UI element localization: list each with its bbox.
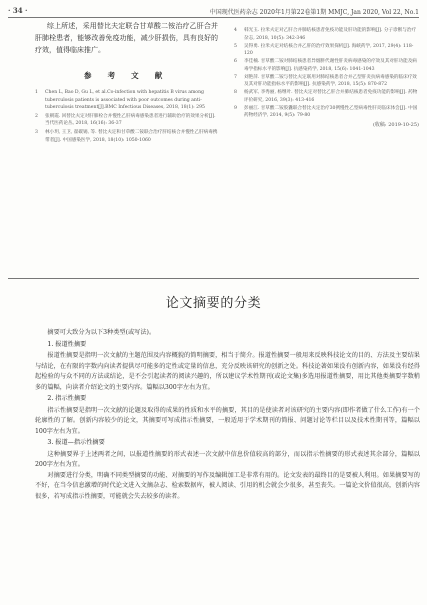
- journal-info: 中国现代医药杂志 2020年1月第22卷第1期 MMJC, Jan 2020, Vol 22, No.1: [209, 9, 419, 16]
- references-list-left: [35, 89, 218, 144]
- reference-item: 1 Chen L, Bao D, Gu L, et al.Co-infection with hepatitis B virus among tuberculosis patients is associated with poor outcomes during anti-tuberculosis treatment[J].BMC Infectious Diseases, 2018, 18(1): 295: [35, 90, 205, 111]
- article-body: [35, 328, 420, 502]
- page-number: · 34 ·: [8, 6, 28, 15]
- conclusion-paragraph: 综上所述，采用替比夫定联合甘草酸二铵治疗乙肝合并肝肺栓患者，能够改善免疫功能，减少肝损伤，具有良好的疗效，值得临床推广。: [35, 22, 218, 54]
- article-title: 论文摘要的分类: [165, 296, 262, 311]
- intro-paragraph: 摘要可大致分为以下3种类型(或写法)。: [47, 329, 156, 336]
- reference-item: 3 林小玥, 王卫, 翟碳锡, 等. 替比夫定和甘草酸二铵联合治疗肝结核合并慢性乙肝病毒携带者[J]. 中国感染医学, 2018, 18(10): 1050-1060: [35, 129, 218, 143]
- section-heading: 1. 报道性摘要: [47, 340, 87, 348]
- received-date: (收稿: 2019-10-25): [372, 122, 419, 129]
- header-rule: [8, 17, 419, 18]
- reference-item: 9 彭丽江. 甘草酸二铵胶囊联合替比夫定治疗30例慢性乙型病毒性肝炎临床体会[J]. 中国药物经济学, 2014, 9(5): 79-80: [234, 105, 418, 119]
- section-divider: [8, 278, 419, 279]
- reference-item: 7 刘艳萍. 甘草酸二铵与替比夫定联用对肺结核患者合并乙型肝炎抗病毒感染的临床疗效及其对肝功能指标水平的影响[J]. 抗感染药学, 2018, 15(5): 870-872: [234, 74, 417, 88]
- reference-item: 4 韩光玉. 拉米夫定对乙肝合并肺结核患者免疫功能及肝功能的影响[J]. 分子诊断与治疗杂志, 2018, 10(5): 342-346: [234, 28, 417, 41]
- reference-item: 6 李佳楠. 甘草酸二铵对肺结核患者异烟肼代谢性肝炎病毒感染的疗效及其对肝功能及病毒学指标水平的影响[J]. 抗感染药学, 2018, 15(6): 1041-1043: [234, 59, 417, 72]
- reference-item: 5 吴得勇. 拉米夫定对结核合并乙肝的治疗效果探析[J]. 海峡药学, 2017, 29(4): 118-120: [234, 43, 414, 57]
- section-paragraph: 指示性摘要是指明一次文献的论题及取得的成果的性质和水平的摘要，其目的是使读者对该研究的主要内容(即作者做了什么工作)有一个轮廓性的了解。创新内容较少的论文，其摘要可写成指示性摘要，一般适用于学术期刊的简报、问题讨论等栏目以及技术性期刊等，篇幅以100字左右为宜。: [35, 406, 420, 435]
- section-heading: 3. 报道—指示性摘要: [47, 439, 105, 446]
- section-heading: 2. 指示性摘要: [47, 395, 87, 402]
- closing-paragraph: 对摘要进行分类，明确不同类型摘要的功能、对摘要的写作及编辑加工是非常有用的。论文发表的最终目的是要被人利用。如果摘要写的不好，在当今信息激增的时代论文进入文摘杂志、检索数据库，被人阅读、引用的机会就会少很多，甚至丧失。一篇论文价值很高，创新内容很多，若写成指示性摘要，可能就会失去较多的读者。: [35, 471, 420, 500]
- right-column: [234, 27, 419, 128]
- left-column: [35, 20, 218, 145]
- section-paragraph: 报道性摘要是指明一次文献的主题范围及内容概貌的简明摘要，相当于简介。报道性摘要一般用来反映科技论文的目的、方法及主要结果与结论，在有限的字数内向读者提供尽可能多的定性或定量的信息，充分反映该研究的创新之处。科技论著如果没有创新内容，如果没有经得起检验的与众不同的方法或结论，是不会引起读者的阅读兴趣的，所以建议学术性期刊(或论文集)多选用报道性摘要，用比其他类摘要字数稍多的篇幅，向读者介绍论文的主要内容。篇幅以300字左右为宜。: [35, 352, 420, 391]
- reference-item: 2 张朝霞. 回替比夫定对肝肺栓合并慢性乙肝病毒感染患者进行辅助治疗的效果分析[J]. 当代医药论丛, 2018, 16(16): 36-37: [35, 113, 216, 127]
- reference-item: 8 杨武军, 李秀丽, 杨继叶. 替比夫定对替比乙肝合并肺结核患者免疫功能的影响[J]. 药物评价研究, 2016, 39(3): 413-416: [234, 90, 418, 103]
- section-paragraph: 这种摘要界于上述两者之间，以报道性摘要的形式表述一次文献中信息价值较高的部分，而以指示性摘要的形式表述其余部分，篇幅以200字左右为宜。: [35, 450, 420, 468]
- references-heading: 参 考 文 献: [83, 71, 170, 80]
